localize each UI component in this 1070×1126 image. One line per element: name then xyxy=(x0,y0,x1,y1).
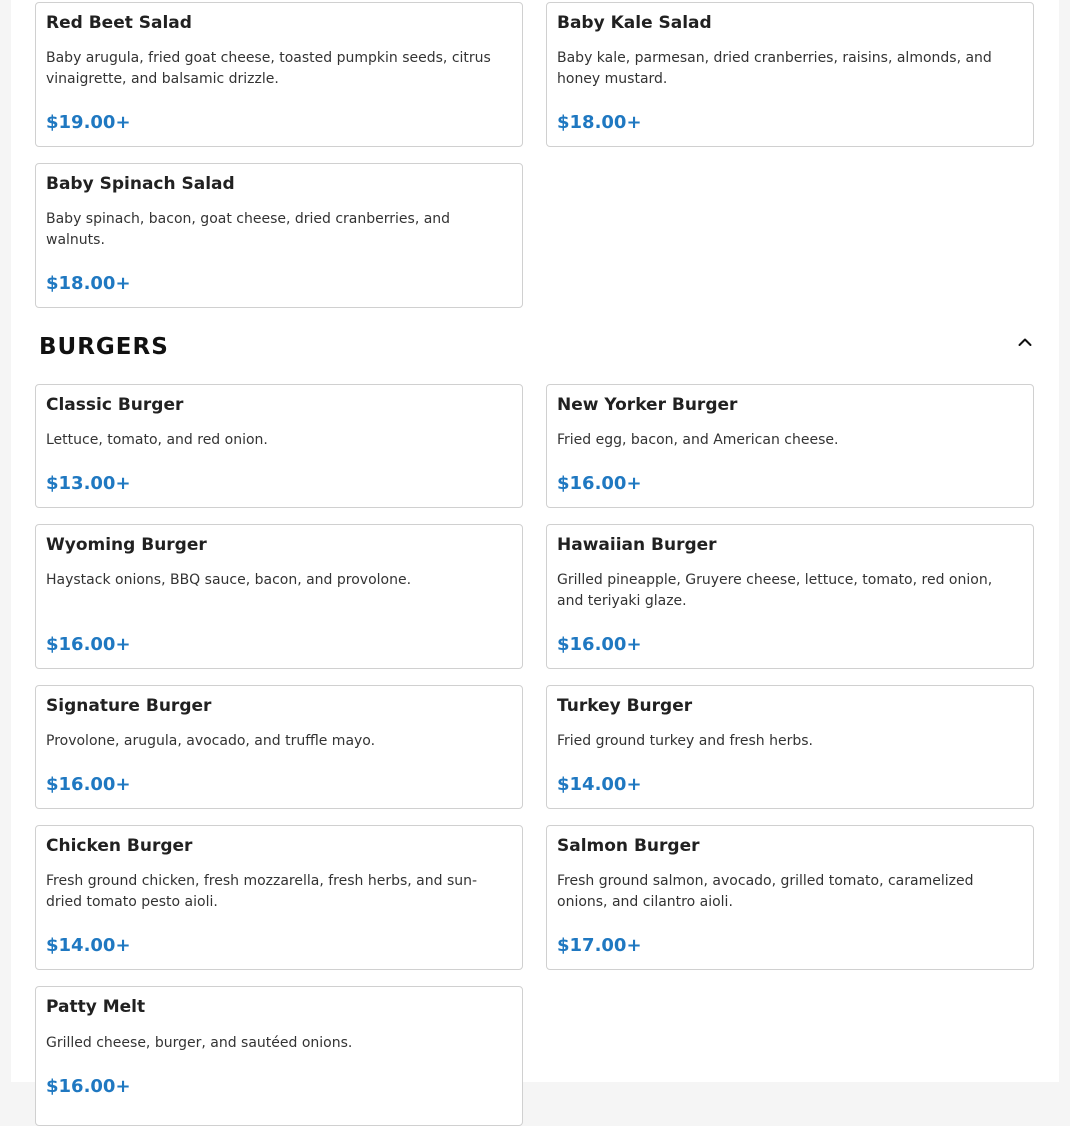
item-description: Grilled pineapple, Gruyere cheese, lettuce, tomato, red onion, and teriyaki glaze. xyxy=(557,572,993,609)
menu-page xyxy=(11,0,1059,1097)
item-description: Grilled cheese, burger, and sautéed onions. xyxy=(46,1035,353,1051)
item-name: Wyoming Burger xyxy=(46,535,207,555)
item-description: Fried egg, bacon, and American cheese. xyxy=(557,432,839,448)
item-name: Hawaiian Burger xyxy=(557,535,717,555)
menu-item-card[interactable] xyxy=(546,2,1034,147)
item-name: New Yorker Burger xyxy=(557,395,738,415)
item-price: $19.00+ xyxy=(46,112,131,133)
item-price: $18.00+ xyxy=(557,112,642,133)
item-name: Turkey Burger xyxy=(557,696,693,716)
item-price: $16.00+ xyxy=(46,634,131,655)
item-name: Baby Spinach Salad xyxy=(46,174,235,194)
section-title-burgers: BURGERS xyxy=(39,334,169,360)
item-price: $18.00+ xyxy=(46,273,131,294)
item-price: $16.00+ xyxy=(557,634,642,655)
item-name: Salmon Burger xyxy=(557,836,700,856)
item-price: $16.00+ xyxy=(46,1076,131,1097)
chevron-up-icon xyxy=(1015,332,1035,352)
item-name: Red Beet Salad xyxy=(46,13,192,33)
item-description: Fresh ground salmon, avocado, grilled tomato, caramelized onions, and cilantro aioli. xyxy=(557,873,974,910)
menu-item-card[interactable] xyxy=(35,986,523,1126)
menu-item-card[interactable] xyxy=(35,384,523,508)
item-description: Lettuce, tomato, and red onion. xyxy=(46,432,268,448)
menu-item-card[interactable] xyxy=(35,2,523,147)
menu-item-card[interactable] xyxy=(546,685,1034,809)
menu-item-card[interactable] xyxy=(546,825,1034,970)
menu-item-card[interactable] xyxy=(546,524,1034,669)
item-price: $14.00+ xyxy=(46,935,131,956)
menu-item-card[interactable] xyxy=(35,825,523,970)
item-name: Signature Burger xyxy=(46,696,212,716)
item-description: Haystack onions, BBQ sauce, bacon, and provolone. xyxy=(46,572,412,588)
item-description: Baby kale, parmesan, dried cranberries, raisins, almonds, and honey mustard. xyxy=(557,50,992,87)
item-price: $13.00+ xyxy=(46,473,131,494)
item-name: Chicken Burger xyxy=(46,836,193,856)
collapse-section-button[interactable] xyxy=(1015,332,1035,352)
item-price: $16.00+ xyxy=(557,473,642,494)
menu-item-card[interactable] xyxy=(546,384,1034,508)
item-name: Patty Melt xyxy=(46,997,146,1017)
item-description: Baby spinach, bacon, goat cheese, dried cranberries, and walnuts. xyxy=(46,211,451,248)
menu-item-card[interactable] xyxy=(35,524,523,669)
item-description: Fresh ground chicken, fresh mozzarella, fresh herbs, and sun-dried tomato pesto aioli. xyxy=(46,873,478,910)
item-price: $16.00+ xyxy=(46,774,131,795)
menu-item-card[interactable] xyxy=(35,163,523,308)
menu-item-card[interactable] xyxy=(35,685,523,809)
item-name: Baby Kale Salad xyxy=(557,13,712,33)
item-price: $17.00+ xyxy=(557,935,642,956)
item-price: $14.00+ xyxy=(557,774,642,795)
item-description: Baby arugula, fried goat cheese, toasted pumpkin seeds, citrus vinaigrette, and balsamic drizzle. xyxy=(46,50,491,87)
item-name: Classic Burger xyxy=(46,395,184,415)
item-description: Fried ground turkey and fresh herbs. xyxy=(557,733,813,749)
item-description: Provolone, arugula, avocado, and truffle mayo. xyxy=(46,733,376,749)
